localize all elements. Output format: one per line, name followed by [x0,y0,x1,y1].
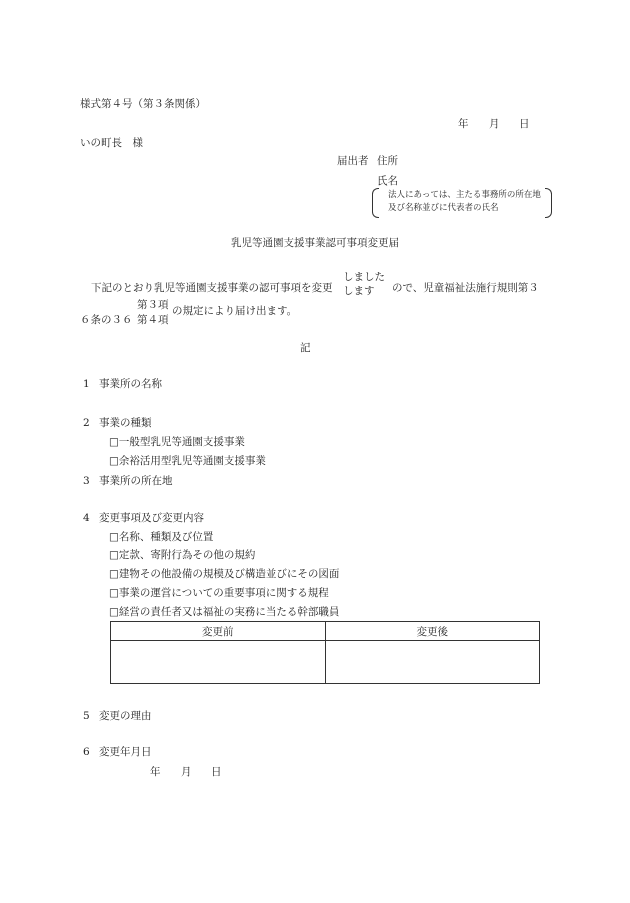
note-line2: 及び名称並びに代表者の氏名 [388,203,499,213]
section-label: 事業の種類 [99,417,152,429]
section-num: 1 [83,378,90,390]
section-label: 事業所の名称 [99,378,162,390]
header-after: 変更後 [325,622,540,641]
note-line1: 法人にあっては、主たる事務所の所在地 [388,190,541,200]
choice-para4: 第４項 [137,314,169,326]
section-num: 3 [83,475,90,487]
section-label: 変更の理由 [99,710,152,722]
ki-heading: 記 [300,342,311,354]
change-year: 年 [150,766,161,778]
name-label: 氏名 [377,175,398,187]
checkbox-option[interactable]: □定款、寄附行為その他の規約 [109,549,256,561]
date-day: 日 [519,118,530,130]
applicant-note [372,188,552,216]
checkbox-option[interactable]: □名称、種類及び位置 [109,531,214,543]
body-part3: ６条の３６ [80,314,133,326]
checkbox-option[interactable]: □一般型乳児等通園支援事業 [109,436,245,448]
section-num: 6 [83,746,90,758]
date-year: 年 [458,118,469,130]
checkbox-option[interactable]: □経営の責任者又は福祉の実務に当たる幹部職員 [109,606,340,618]
section-num: 5 [83,710,90,722]
section-num: 4 [83,512,90,524]
section-label: 変更事項及び変更内容 [99,512,204,524]
body-part2: ので、児童福祉法施行規則第３ [392,282,539,294]
choice-shimashita: しました [343,271,385,283]
body-part1: 下記のとおり乳児等通園支援事業の認可事項を変更 [91,282,333,294]
cell-before[interactable] [111,641,326,684]
section-label: 事業所の所在地 [99,475,173,487]
checkbox-option[interactable]: □建物その他設備の規模及び構造並びにその図面 [109,568,340,580]
right-bracket [545,188,552,218]
checkbox-option[interactable]: □事業の運営についての重要事項に関する規程 [109,587,329,599]
date-month: 月 [489,118,500,130]
change-month: 月 [181,766,192,778]
section-num: 2 [83,417,90,429]
choice-para3: 第３項 [137,299,169,311]
address-label: 住所 [377,155,398,167]
choice-shimasu: します [343,285,375,297]
body-part4: の規定により届け出ます。 [172,305,298,317]
form-number: 様式第４号（第３条関係） [80,98,206,110]
document-title: 乳児等通園支援事業認可事項変更届 [231,237,399,249]
change-day: 日 [211,766,222,778]
header-before: 変更前 [111,622,326,641]
applicant-label: 届出者 [337,155,369,167]
change-table [110,621,540,684]
cell-after[interactable] [325,641,540,684]
left-bracket [372,188,379,218]
checkbox-option[interactable]: □余裕活用型乳児等通園支援事業 [109,455,266,467]
section-label: 変更年月日 [99,746,152,758]
addressee: いの町長 様 [80,137,143,149]
